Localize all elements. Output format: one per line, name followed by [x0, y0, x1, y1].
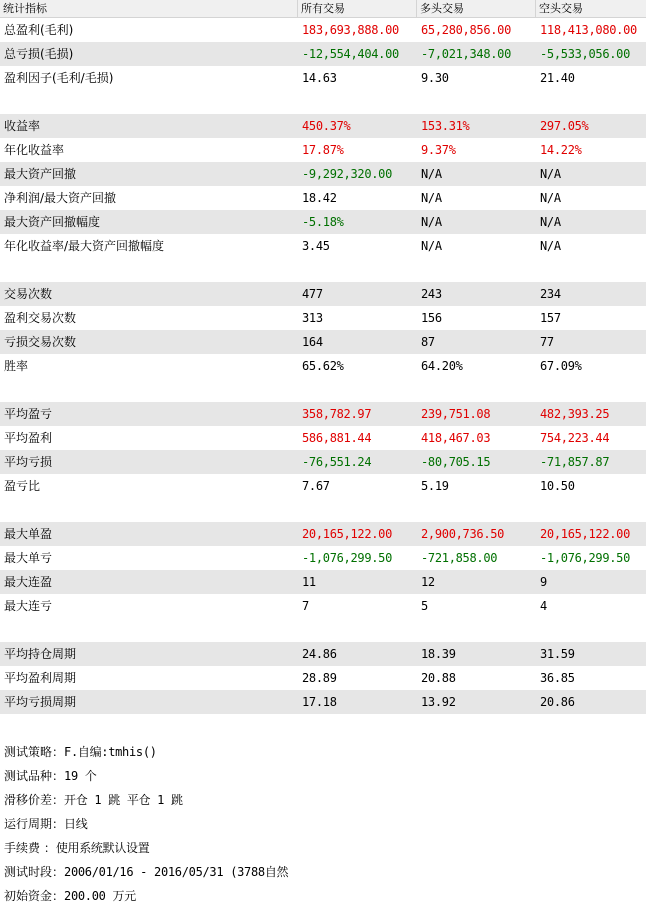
metric-label: 年化收益率/最大资产回撤幅度 [4, 239, 165, 253]
info-value: 日线 [64, 817, 88, 831]
metric-label: 最大资产回撤幅度 [4, 215, 101, 229]
metric-label: 总亏损(毛损) [4, 47, 74, 61]
value-long-trades: 5.19 [421, 479, 449, 493]
value-long-trades: 418,467.03 [421, 431, 491, 445]
value-all-trades: 313 [302, 311, 323, 325]
value-all-trades: 7 [302, 599, 309, 613]
value-all-trades: 183,693,888.00 [302, 23, 399, 37]
value-long-trades: 18.39 [421, 647, 456, 661]
value-long-trades: 9.37% [421, 143, 456, 157]
spacer-row [0, 378, 646, 402]
info-key: 初始资金： [4, 889, 65, 903]
info-line [4, 764, 288, 788]
value-all-trades: 3.45 [302, 239, 330, 253]
value-all-trades: -12,554,404.00 [302, 47, 399, 61]
table-header [0, 0, 646, 18]
metric-label: 盈利交易次数 [4, 311, 77, 325]
column-header-long-trades[interactable]: 多头交易 [417, 0, 536, 18]
value-short-trades: 118,413,080.00 [540, 23, 637, 37]
stats-table-body [0, 18, 646, 714]
value-all-trades: 17.87% [302, 143, 344, 157]
metric-label: 收益率 [4, 119, 41, 133]
value-long-trades: N/A [421, 167, 442, 181]
spacer-row [0, 498, 646, 522]
value-short-trades: 482,393.25 [540, 407, 610, 421]
value-short-trades: 67.09% [540, 359, 582, 373]
table-row [0, 522, 646, 546]
info-value: 使用系统默认设置 [55, 841, 150, 855]
metric-label: 最大单亏 [4, 551, 53, 565]
value-short-trades: 4 [540, 599, 547, 613]
metric-label: 盈利因子(毛利/毛损) [4, 71, 114, 85]
value-long-trades: 5 [421, 599, 428, 613]
value-short-trades: 754,223.44 [540, 431, 610, 445]
metric-label: 平均亏损 [4, 455, 53, 469]
value-short-trades: N/A [540, 239, 561, 253]
value-short-trades: 36.85 [540, 671, 575, 685]
info-key: 滑移价差： [4, 793, 65, 807]
info-key: 测试策略： [4, 745, 65, 759]
value-short-trades: -5,533,056.00 [540, 47, 631, 61]
value-short-trades: 9 [540, 575, 547, 589]
table-row [0, 546, 646, 570]
table-row [0, 354, 646, 378]
value-all-trades: 358,782.97 [302, 407, 372, 421]
value-short-trades: 21.40 [540, 71, 575, 85]
info-line [4, 812, 288, 836]
value-all-trades: 28.89 [302, 671, 337, 685]
column-header-short-trades[interactable]: 空头交易 [539, 2, 583, 15]
value-short-trades: N/A [540, 215, 561, 229]
table-row [0, 402, 646, 426]
metric-label: 平均盈亏 [4, 407, 53, 421]
metric-label: 净利润/最大资产回撤 [4, 191, 117, 205]
value-all-trades: 164 [302, 335, 323, 349]
metric-label: 平均盈利周期 [4, 671, 77, 685]
table-row [0, 186, 646, 210]
metric-label: 平均持仓周期 [4, 647, 77, 661]
value-short-trades: 20,165,122.00 [540, 527, 631, 541]
spacer-row [0, 90, 646, 114]
value-long-trades: -7,021,348.00 [421, 47, 512, 61]
metric-label: 交易次数 [4, 287, 53, 301]
value-all-trades: 24.86 [302, 647, 337, 661]
metric-label: 最大连亏 [4, 599, 53, 613]
value-all-trades: -5.18% [302, 215, 344, 229]
test-settings-info [4, 740, 288, 908]
value-long-trades: 20.88 [421, 671, 456, 685]
value-all-trades: 18.42 [302, 191, 337, 205]
value-all-trades: 450.37% [302, 119, 351, 133]
info-value: 200.00 万元 [64, 889, 136, 903]
spacer-row [0, 618, 646, 642]
metric-label: 年化收益率 [4, 143, 65, 157]
info-key: 测试品种： [4, 769, 65, 783]
value-all-trades: -76,551.24 [302, 455, 372, 469]
value-long-trades: -721,858.00 [421, 551, 498, 565]
value-short-trades: N/A [540, 191, 561, 205]
info-line [4, 788, 288, 812]
value-long-trades: N/A [421, 191, 442, 205]
info-key: 运行周期： [4, 817, 65, 831]
value-short-trades: 10.50 [540, 479, 575, 493]
value-short-trades: -1,076,299.50 [540, 551, 631, 565]
info-key: 测试时段： [4, 865, 65, 879]
table-row [0, 18, 646, 42]
value-long-trades: N/A [421, 239, 442, 253]
value-short-trades: 14.22% [540, 143, 582, 157]
value-short-trades: 234 [540, 287, 561, 301]
value-short-trades: 77 [540, 335, 554, 349]
table-row [0, 162, 646, 186]
value-long-trades: 243 [421, 287, 442, 301]
table-row [0, 330, 646, 354]
value-all-trades: -9,292,320.00 [302, 167, 393, 181]
table-row [0, 426, 646, 450]
table-row [0, 282, 646, 306]
value-short-trades: 157 [540, 311, 561, 325]
value-all-trades: 17.18 [302, 695, 337, 709]
value-long-trades: 87 [421, 335, 435, 349]
value-all-trades: -1,076,299.50 [302, 551, 393, 565]
value-long-trades: 239,751.08 [421, 407, 491, 421]
table-row [0, 42, 646, 66]
metric-label: 总盈利(毛利) [4, 23, 74, 37]
value-long-trades: 156 [421, 311, 442, 325]
table-row [0, 666, 646, 690]
info-value: 2006/01/16 - 2016/05/31 (3788自然 [64, 865, 289, 879]
value-short-trades: 20.86 [540, 695, 575, 709]
table-row [0, 450, 646, 474]
spacer-row [0, 258, 646, 282]
info-line [4, 740, 288, 764]
table-row [0, 114, 646, 138]
value-all-trades: 14.63 [302, 71, 337, 85]
table-row [0, 570, 646, 594]
table-row [0, 210, 646, 234]
info-value: 开仓 1 跳 平仓 1 跳 [64, 793, 183, 807]
table-row [0, 306, 646, 330]
value-all-trades: 65.62% [302, 359, 344, 373]
value-long-trades: 65,280,856.00 [421, 23, 512, 37]
table-row [0, 66, 646, 90]
table-row [0, 642, 646, 666]
table-row [0, 594, 646, 618]
value-long-trades: 12 [421, 575, 435, 589]
info-line [4, 860, 288, 884]
value-short-trades: N/A [540, 167, 561, 181]
info-value: F.自编:tmhis() [64, 745, 157, 759]
info-line [4, 884, 288, 908]
table-row [0, 690, 646, 714]
value-long-trades: 64.20% [421, 359, 463, 373]
info-key: 手续费 ： [4, 841, 56, 855]
column-header-metric[interactable]: 统计指标 [0, 0, 298, 18]
table-row [0, 234, 646, 258]
info-line [4, 836, 288, 860]
value-all-trades: 11 [302, 575, 316, 589]
metric-label: 平均亏损周期 [4, 695, 77, 709]
value-long-trades: 13.92 [421, 695, 456, 709]
value-long-trades: 2,900,736.50 [421, 527, 505, 541]
value-short-trades: 31.59 [540, 647, 575, 661]
table-row [0, 474, 646, 498]
metric-label: 亏损交易次数 [4, 335, 77, 349]
metric-label: 最大资产回撤 [4, 167, 77, 181]
value-long-trades: N/A [421, 215, 442, 229]
value-short-trades: 297.05% [540, 119, 589, 133]
metric-label: 胜率 [4, 359, 29, 373]
metric-label: 最大连盈 [4, 575, 53, 589]
column-header-all-trades[interactable]: 所有交易 [298, 0, 417, 18]
value-long-trades: -80,705.15 [421, 455, 491, 469]
info-value: 19 个 [64, 769, 97, 783]
value-long-trades: 153.31% [421, 119, 470, 133]
value-all-trades: 586,881.44 [302, 431, 372, 445]
value-all-trades: 477 [302, 287, 323, 301]
value-short-trades: -71,857.87 [540, 455, 610, 469]
value-long-trades: 9.30 [421, 71, 449, 85]
value-all-trades: 7.67 [302, 479, 330, 493]
metric-label: 最大单盈 [4, 527, 53, 541]
value-all-trades: 20,165,122.00 [302, 527, 393, 541]
metric-label: 盈亏比 [4, 479, 41, 493]
metric-label: 平均盈利 [4, 431, 53, 445]
table-row [0, 138, 646, 162]
